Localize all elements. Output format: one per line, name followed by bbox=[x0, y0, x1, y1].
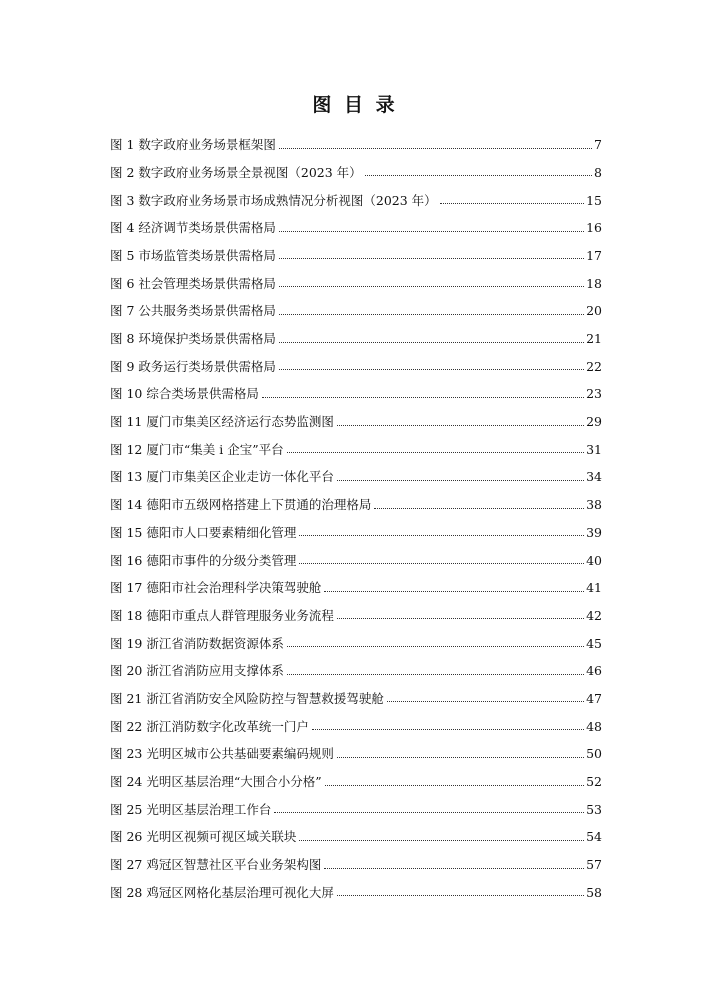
figure-entry[interactable] bbox=[110, 373, 602, 401]
figure-entry[interactable] bbox=[110, 346, 602, 374]
page-number: 20 bbox=[586, 303, 602, 319]
figure-caption: 图 20 浙江省消防应用支撑体系 bbox=[110, 663, 284, 679]
dot-leader bbox=[299, 563, 584, 564]
dot-leader bbox=[324, 868, 584, 869]
figure-entry[interactable] bbox=[110, 429, 602, 457]
page-number: 34 bbox=[586, 469, 602, 485]
page-number: 47 bbox=[586, 690, 602, 706]
figure-caption: 图 24 光明区基层治理“大围合小分格” bbox=[110, 774, 322, 789]
figure-entry[interactable] bbox=[110, 484, 602, 512]
figure-caption: 图 2 数字政府业务场景全景视图（2023 年） bbox=[110, 164, 362, 180]
dot-leader bbox=[337, 480, 584, 481]
page-number: 40 bbox=[586, 552, 602, 568]
dot-leader bbox=[287, 674, 584, 675]
page-number: 50 bbox=[586, 746, 602, 762]
page-number: 41 bbox=[586, 580, 602, 596]
dot-leader bbox=[299, 535, 584, 536]
figure-entry[interactable] bbox=[110, 539, 602, 567]
figure-caption: 图 17 德阳市社会治理科学决策驾驶舱 bbox=[110, 580, 322, 596]
figure-entry[interactable] bbox=[110, 179, 602, 207]
dot-leader bbox=[440, 203, 584, 204]
figure-caption: 图 12 厦门市“集美 i 企宝”平台 bbox=[110, 441, 284, 457]
figure-caption: 图 11 厦门市集美区经济运行态势监测图 bbox=[110, 414, 334, 430]
dot-leader bbox=[337, 895, 584, 896]
dot-leader bbox=[279, 258, 584, 259]
figure-caption: 图 14 德阳市五级网格搭建上下贯通的治理格局 bbox=[110, 497, 372, 513]
page-number: 48 bbox=[586, 718, 602, 734]
figure-entry[interactable] bbox=[110, 733, 602, 761]
dot-leader bbox=[279, 148, 592, 149]
figure-caption: 图 28 鸡冠区网格化基层治理可视化大屏 bbox=[110, 884, 334, 900]
page-number: 16 bbox=[586, 220, 602, 236]
dot-leader bbox=[274, 812, 584, 813]
figure-caption: 图 22 浙江消防数字化改革统一门户 bbox=[110, 718, 309, 734]
page-number: 31 bbox=[586, 441, 602, 457]
dot-leader bbox=[337, 618, 584, 619]
page-number: 23 bbox=[586, 386, 602, 402]
dot-leader bbox=[279, 314, 584, 315]
figure-entry[interactable] bbox=[110, 124, 602, 152]
figure-caption: 图 18 德阳市重点人群管理服务业务流程 bbox=[110, 607, 334, 623]
figure-entry[interactable] bbox=[110, 678, 602, 706]
figure-caption: 图 1 数字政府业务场景框架图 bbox=[110, 137, 276, 153]
figure-list bbox=[110, 124, 602, 899]
dot-leader bbox=[387, 701, 584, 702]
dot-leader bbox=[279, 231, 584, 232]
figure-caption: 图 25 光明区基层治理工作台 bbox=[110, 801, 272, 817]
dot-leader bbox=[365, 175, 592, 176]
dot-leader bbox=[279, 342, 584, 343]
page-number: 7 bbox=[594, 137, 602, 153]
figure-caption: 图 3 数字政府业务场景市场成熟情况分析视图（2023 年） bbox=[110, 192, 437, 208]
figure-caption: 图 27 鸡冠区智慧社区平台业务架构图 bbox=[110, 857, 322, 873]
dot-leader bbox=[279, 286, 584, 287]
page-number: 57 bbox=[586, 857, 602, 873]
dot-leader bbox=[287, 646, 584, 647]
figure-caption: 图 7 公共服务类场景供需格局 bbox=[110, 303, 276, 319]
figure-caption: 图 19 浙江省消防数据资源体系 bbox=[110, 635, 284, 651]
figure-entry[interactable] bbox=[110, 844, 602, 872]
dot-leader bbox=[262, 397, 584, 398]
page-number: 38 bbox=[586, 497, 602, 513]
page-number: 46 bbox=[586, 663, 602, 679]
figure-entry[interactable] bbox=[110, 595, 602, 623]
figure-entry[interactable] bbox=[110, 761, 602, 789]
figure-caption: 图 4 经济调节类场景供需格局 bbox=[110, 220, 276, 236]
page-number: 22 bbox=[586, 358, 602, 374]
figure-caption: 图 5 市场监管类场景供需格局 bbox=[110, 247, 276, 263]
page-number: 15 bbox=[586, 192, 602, 208]
page-number: 8 bbox=[594, 164, 602, 180]
figure-caption: 图 21 浙江省消防安全风险防控与智慧救援驾驶舱 bbox=[110, 690, 384, 706]
figure-entry[interactable] bbox=[110, 872, 602, 900]
page-number: 54 bbox=[586, 829, 602, 845]
dot-leader bbox=[312, 729, 584, 730]
page-number: 29 bbox=[586, 414, 602, 430]
page-number: 21 bbox=[586, 331, 602, 346]
dot-leader bbox=[374, 508, 584, 509]
page-number: 39 bbox=[586, 524, 602, 540]
figure-caption: 图 23 光明区城市公共基础要素编码规则 bbox=[110, 746, 334, 762]
figure-entry[interactable] bbox=[110, 650, 602, 678]
figure-entry[interactable] bbox=[110, 816, 602, 844]
figure-entry[interactable] bbox=[110, 622, 602, 650]
figure-entry[interactable] bbox=[110, 789, 602, 817]
figure-entry[interactable] bbox=[110, 401, 602, 429]
figure-entry[interactable] bbox=[110, 318, 602, 346]
figure-caption: 图 15 德阳市人口要素精细化管理 bbox=[110, 524, 297, 540]
page-number: 17 bbox=[586, 247, 602, 263]
figure-caption: 图 10 综合类场景供需格局 bbox=[110, 386, 259, 402]
dot-leader bbox=[299, 840, 584, 841]
dot-leader bbox=[324, 591, 584, 592]
dot-leader bbox=[279, 369, 584, 370]
figure-caption: 图 6 社会管理类场景供需格局 bbox=[110, 275, 276, 291]
page-number: 45 bbox=[586, 635, 602, 651]
figure-entry[interactable] bbox=[110, 262, 602, 290]
page-number: 53 bbox=[586, 801, 602, 817]
figure-caption: 图 13 厦门市集美区企业走访一体化平台 bbox=[110, 469, 334, 485]
figure-caption: 图 9 政务运行类场景供需格局 bbox=[110, 358, 276, 374]
figure-entry[interactable] bbox=[110, 290, 602, 318]
dot-leader bbox=[337, 757, 584, 758]
figure-caption: 图 16 德阳市事件的分级分类管理 bbox=[110, 552, 297, 568]
figure-entry[interactable] bbox=[110, 512, 602, 540]
page-number: 52 bbox=[586, 774, 602, 789]
page-number: 18 bbox=[586, 275, 602, 291]
figure-entry[interactable] bbox=[110, 567, 602, 595]
figure-entry[interactable] bbox=[110, 152, 602, 180]
page-number: 42 bbox=[586, 607, 602, 623]
figure-entry[interactable] bbox=[110, 705, 602, 733]
dot-leader bbox=[325, 785, 584, 786]
figure-caption: 图 8 环境保护类场景供需格局 bbox=[110, 331, 276, 346]
figure-entry[interactable] bbox=[110, 235, 602, 263]
dot-leader bbox=[337, 425, 584, 426]
figure-caption: 图 26 光明区视频可视区域关联块 bbox=[110, 829, 297, 845]
page-number: 58 bbox=[586, 884, 602, 900]
figure-entry[interactable] bbox=[110, 456, 602, 484]
page-title: 图 目 录 bbox=[312, 94, 398, 116]
figure-entry[interactable] bbox=[110, 207, 602, 235]
dot-leader bbox=[287, 452, 585, 453]
